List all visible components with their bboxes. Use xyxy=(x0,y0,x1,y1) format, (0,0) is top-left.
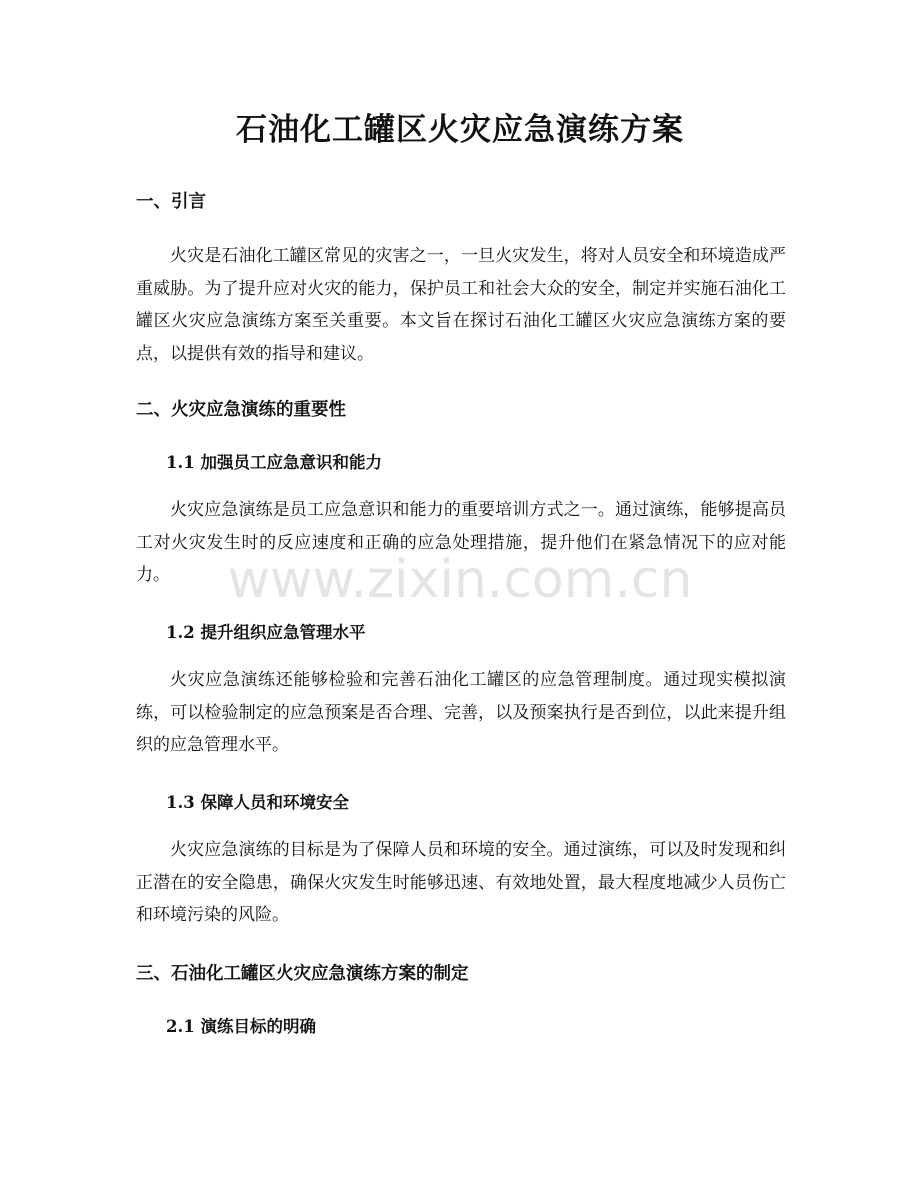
subsection-title-1-2: 1.2 提升组织应急管理水平 xyxy=(166,623,366,642)
section-heading-introduction: 一、引言 xyxy=(136,192,206,212)
subsection-title-1-3: 1.3 保障人员和环境安全 xyxy=(166,793,349,812)
subsection-paragraph-1-1: 火灾应急演练是员工应急意识和能力的重要培训方式之一。通过演练，能够提高员工对火灾发生时的反应速度和正确的应急处理措施，提升他们在紧急情况下的应对能力。 xyxy=(136,500,786,585)
subsection-paragraph-1-3: 火灾应急演练的目标是为了保障人员和环境的安全。通过演练，可以及时发现和纠正潜在的安全隐患，确保火灾发生时能够迅速、有效地处置，最大程度地减少人员伤亡和环境污染的风险。 xyxy=(136,840,786,925)
watermark-text: www.zixin.com.cn xyxy=(227,550,693,610)
introduction-paragraph: 火灾是石油化工罐区常见的灾害之一，一旦火灾发生，将对人员安全和环境造成严重威胁。为了提升应对火灾的能力，保护员工和社会大众的安全，制定并实施石油化工罐区火灾应急演练方案至关重要。本文旨在探讨石油化工罐区火灾应急演练方案的要点，以提供有效的指导和建议。 xyxy=(136,246,786,364)
section-heading-formulation: 三、石油化工罐区火灾应急演练方案的制定 xyxy=(136,964,469,984)
section-heading-importance: 二、火灾应急演练的重要性 xyxy=(136,400,346,420)
subsection-paragraph-1-2: 火灾应急演练还能够检验和完善石油化工罐区的应急管理制度。通过现实模拟演练，可以检验制定的应急预案是否合理、完善，以及预案执行是否到位，以此来提升组织的应急管理水平。 xyxy=(136,670,786,755)
subsection-title-1-1: 1.1 加强员工应急意识和能力 xyxy=(166,453,382,472)
subsection-title-2-1: 2.1 演练目标的明确 xyxy=(166,1017,316,1036)
document-title: 石油化工罐区火灾应急演练方案 xyxy=(236,112,684,148)
